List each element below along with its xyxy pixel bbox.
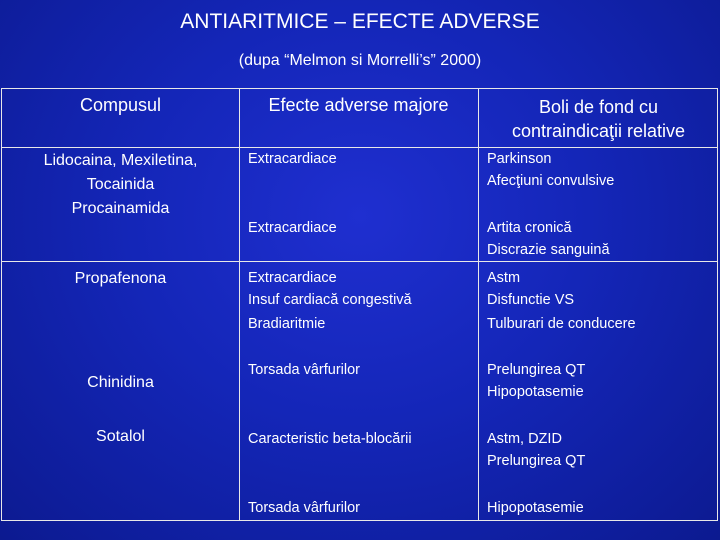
row-divider [2,261,717,262]
contraindication-cell: Astm [487,270,521,286]
effect-cell: Torsada vârfurilor [248,362,361,378]
effect-cell: Insuf cardiacă congestivă [248,292,412,308]
contraindication-cell: Prelungirea QT [487,362,586,378]
effect-cell: Bradiaritmie [248,316,326,332]
effect-cell: Extracardiace [248,270,337,286]
compound-propafenona: Propafenona [74,270,167,287]
contraindication-cell: Hipopotasemie [487,500,584,516]
contraindication-cell: Hipopotasemie [487,384,584,400]
page-subtitle: (dupa “Melmon si Morrelli’s” 2000) [238,52,482,69]
compound-procainamida: Procainamida [71,200,170,217]
contraindication-cell: Artita cronică [487,220,572,236]
header-compusul: Compusul [79,95,162,115]
header-divider [2,147,717,148]
column-divider [239,89,240,520]
contraindication-cell: Afecţiuni convulsive [487,173,615,189]
contraindication-cell: Parkinson [487,151,552,167]
compound-tocainida: Tocainida [86,176,155,193]
header-boli-line1: Boli de fond cu [538,97,659,117]
effect-cell: Extracardiace [248,220,337,236]
effect-cell: Caracteristic beta-blocării [248,431,412,447]
header-efecte: Efecte adverse majore [268,95,449,115]
column-divider [478,89,479,520]
contraindication-cell: Discrazie sanguină [487,242,610,258]
page-title: ANTIARITMICE – EFECTE ADVERSE [180,10,540,33]
contraindication-cell: Disfunctie VS [487,292,575,308]
compound-chinidina: Chinidina [87,374,154,391]
header-boli-line2: contraindicaţii relative [511,121,686,141]
contraindication-cell: Astm, DZID [487,431,562,447]
compound-lidocaina: Lidocaina, Mexiletina, [43,152,198,169]
effect-cell: Extracardiace [248,151,337,167]
contraindication-cell: Tulburari de conducere [487,316,636,332]
adverse-effects-table [1,88,718,521]
contraindication-cell: Prelungirea QT [487,453,586,469]
compound-sotalol: Sotalol [96,428,145,445]
effect-cell: Torsada vârfurilor [248,500,361,516]
